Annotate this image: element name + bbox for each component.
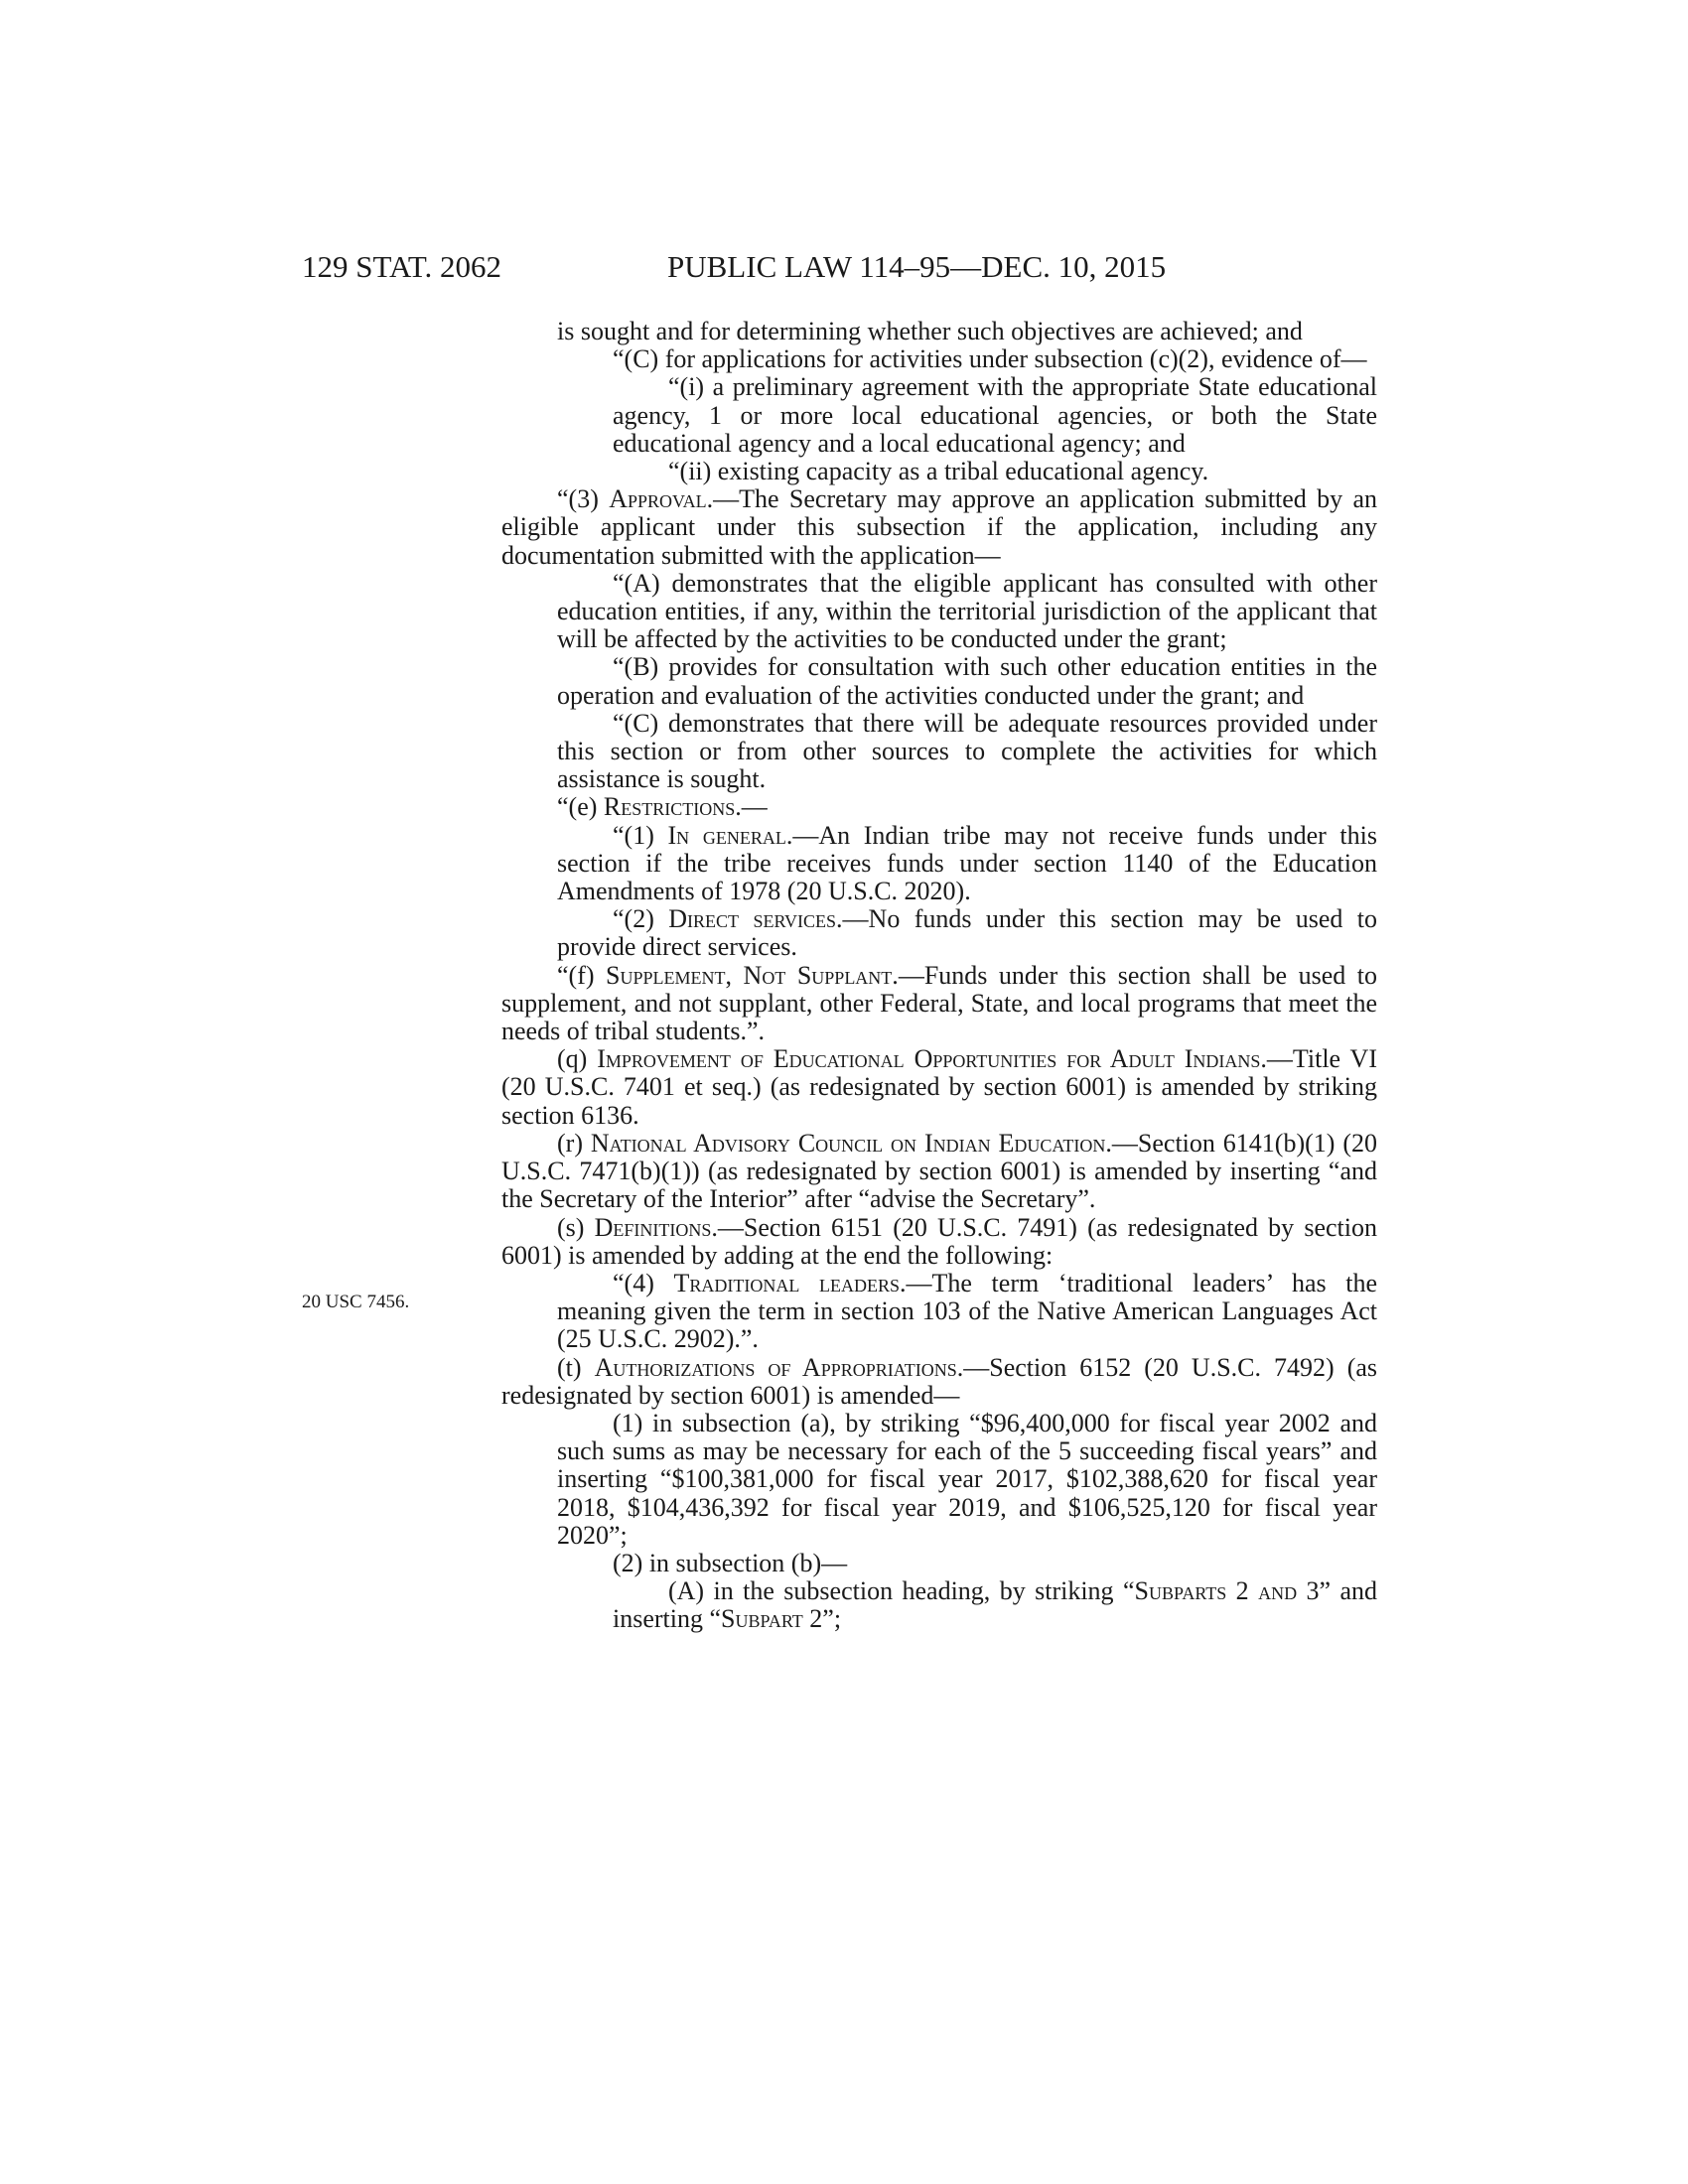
paragraph: “(1) In general.—An Indian tribe may not receive funds under this section if the tribe receives funds under section 1140 of the Education Amendments of 1978 (20 U.S.C. 2020).	[557, 820, 1377, 906]
public-law-title: PUBLIC LAW 114–95—DEC. 10, 2015	[667, 249, 1167, 284]
section-heading: National Advisory Council on Indian Education.	[590, 1128, 1112, 1158]
section-heading: Approval.	[609, 484, 714, 514]
section-heading: Direct services.	[668, 904, 843, 934]
paragraph: “(4) Traditional leaders.—The term ‘traditional leaders’ has the meaning given the term in section 103 of the Native American Languages Act (25 U.S.C. 2902).”.	[557, 1268, 1377, 1354]
paragraph: “(i) a preliminary agreement with the appropriate State educational agency, 1 or more local educational agencies, or both the State educational agency and a local educational agency; and	[613, 372, 1377, 458]
paragraph: (2) in subsection (b)—	[613, 1548, 848, 1577]
paragraph: “(ii) existing capacity as a tribal educational agency.	[668, 457, 1209, 486]
paragraph: “(C) for applications for activities under subsection (c)(2), evidence of—	[613, 344, 1367, 374]
paragraph: “(2) Direct services.—No funds under this section may be used to provide direct services.	[557, 904, 1377, 962]
paragraph: (s) Definitions.—Section 6151 (20 U.S.C. 7491) (as redesignated by section 6001) is amended by adding at the end the following:	[501, 1212, 1377, 1270]
paragraph: is sought and for determining whether such objectives are achieved; and	[557, 317, 1303, 345]
paragraph: “(C) demonstrates that there will be adequate resources provided under this section or from other sources to complete the activities for which assistance is sought.	[557, 708, 1377, 794]
paragraph: (A) in the subsection heading, by striking “Subparts 2 and 3” and inserting “Subpart 2”;	[613, 1576, 1377, 1634]
section-heading: Authorizations of Appropriations.	[594, 1352, 964, 1382]
margin-note-usc: 20 USC 7456.	[302, 1292, 410, 1312]
stat-page-number: 129 STAT. 2062	[302, 249, 502, 284]
section-heading: Definitions.	[594, 1212, 718, 1242]
section-heading: In general.	[667, 820, 793, 850]
section-heading: Supplement, Not Supplant.	[606, 960, 899, 990]
paragraph: “(B) provides for consultation with such other education entities in the operation and evaluation of the activities conducted under the grant; and	[557, 652, 1377, 710]
paragraph: “(A) demonstrates that the eligible applicant has consulted with other education entities, if any, within the territorial jurisdiction of the applicant that will be affected by the activities to be conducted under the grant;	[557, 568, 1377, 654]
document-body	[501, 318, 1377, 1634]
paragraph: (q) Improvement of Educational Opportunities for Adult Indians.—Title VI (20 U.S.C. 7401 et seq.) (as redesignated by section 6001) is amended by striking section 6136.	[501, 1044, 1377, 1130]
paragraph: (t) Authorizations of Appropriations.—Section 6152 (20 U.S.C. 7492) (as redesignated by section 6001) is amended—	[501, 1352, 1378, 1410]
paragraph: (1) in subsection (a), by striking “$96,400,000 for fiscal year 2002 and such sums as may be necessary for each of the 5 succeeding fiscal years” and inserting “$100,381,000 for fiscal year 2017, $102,388,620 for fiscal year 2018, $104,436,392 for fiscal year 2019, and $106,525,120 for fiscal year 2020”;	[557, 1408, 1377, 1550]
section-heading: Restrictions.	[603, 792, 742, 822]
section-heading: Traditional leaders.	[673, 1268, 907, 1297]
paragraph: “(e) Restrictions.—	[557, 792, 768, 822]
paragraph: “(3) Approval.—The Secretary may approve an application submitted by an eligible applicant under this subsection if the application, including any documentation submitted with the application—	[501, 484, 1378, 570]
paragraph: “(f) Supplement, Not Supplant.—Funds under this section shall be used to supplement, and not supplant, other Federal, State, and local programs that meet the needs of tribal students.”.	[501, 960, 1378, 1046]
section-heading: Improvement of Educational Opportunities for Adult Indians.	[597, 1044, 1267, 1074]
paragraph: (r) National Advisory Council on Indian Education.—Section 6141(b)(1) (20 U.S.C. 7471(b)(1)) (as redesignated by section 6001) is amended by inserting “and the Secretary of the Interior” after “advise the Secretary”.	[501, 1128, 1377, 1214]
